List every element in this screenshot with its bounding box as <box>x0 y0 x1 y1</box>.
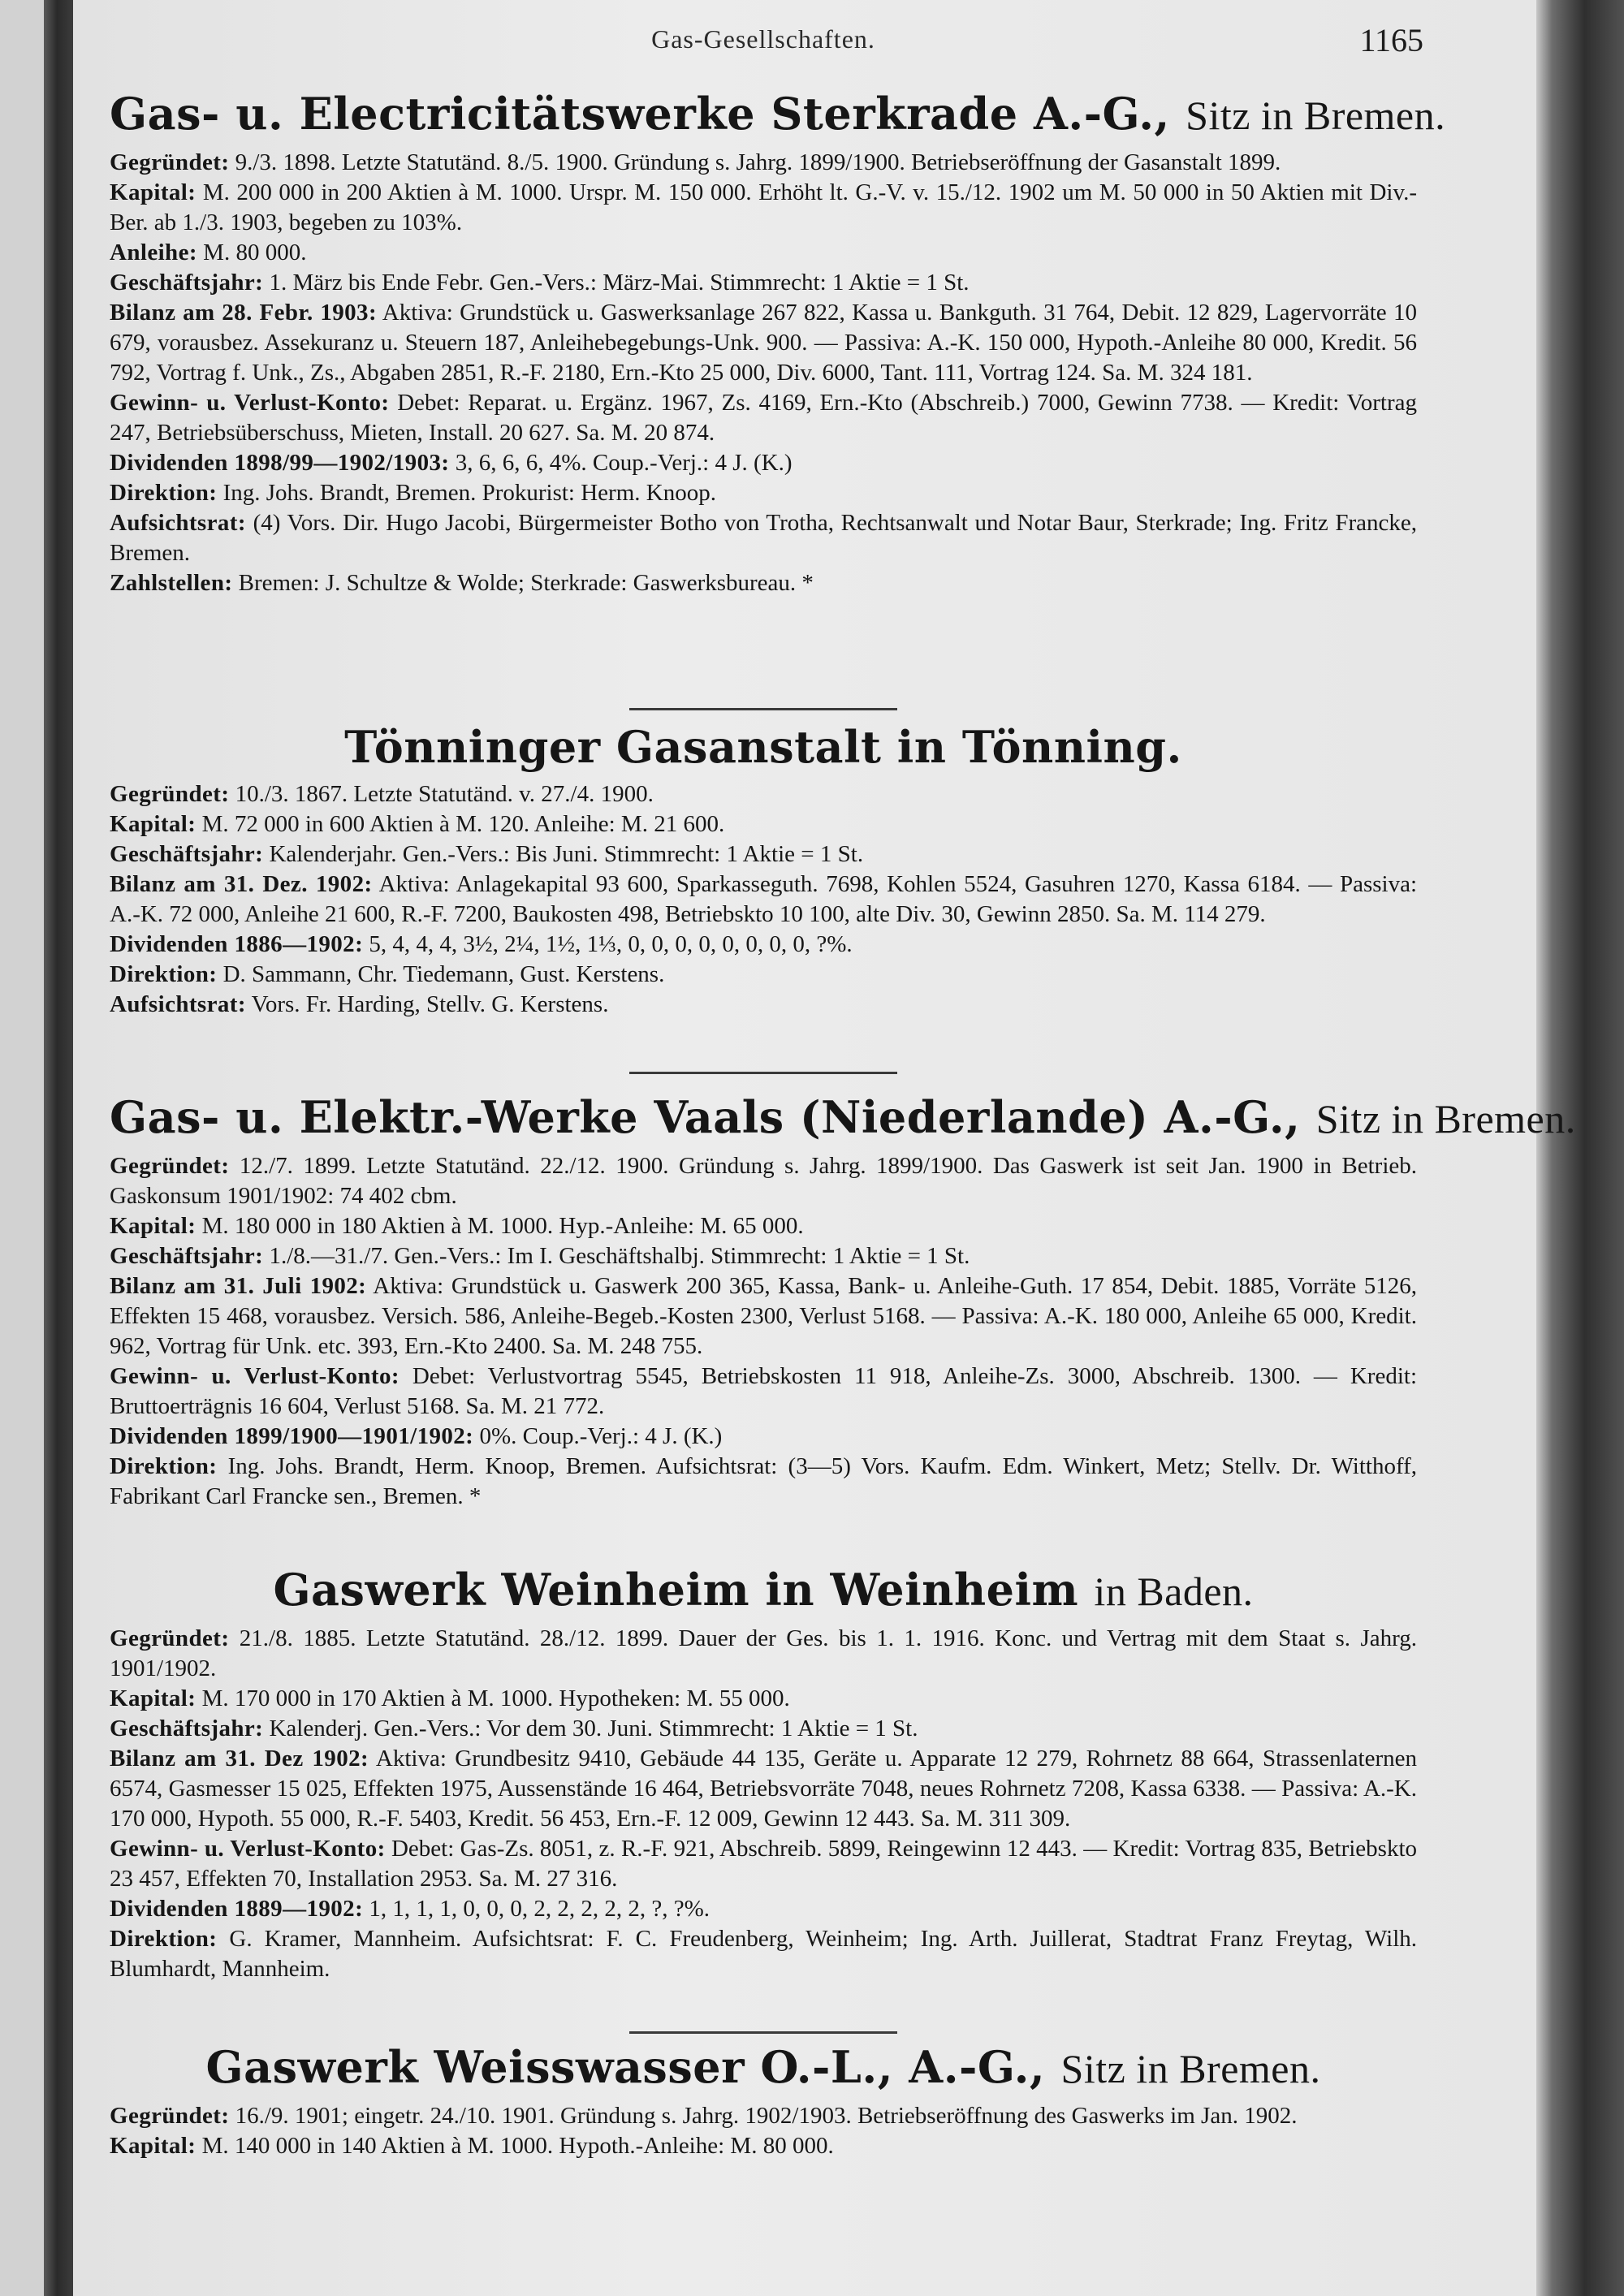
entry-line: Gewinn- u. Verlust-Konto: Debet: Reparat. u. Ergänz. 1967, Zs. 4169, Ern.-Kto (Abschreib.) 7000, Gewinn 7738. — Kredit: Vortrag 247, Betriebsüberschuss, Mieten, Install. 20 627. Sa. M. 20 874. <box>110 390 1418 446</box>
entry-line: Anleihe: M. 80 000. <box>110 240 307 265</box>
entry-line: Dividenden 1898/99—1902/1903: 3, 6, 6, 6, 4%. Coup.-Verj.: 4 J. (K.) <box>110 450 793 476</box>
firm-name: Gas- u. Electricitätswerke Sterkrade A.-G., <box>110 88 1170 140</box>
right-page-edge <box>1536 0 1624 2296</box>
firm-name: Gas- u. Elektr.-Werke Vaals (Niederlande) A.-G., <box>110 1091 1301 1143</box>
entry-line: Bilanz am 31. Dez 1902: Aktiva: Grundbesitz 9410, Gebäude 44 135, Geräte u. Apparate 12 279, Rohrnetz 88 664, Strassenlaternen 6574, Gasmesser 15 025, Effekten 1975, Aussenstände 16 464, Betriebsvorräte 7048, neues Rohrnetz 7208, Kassa 6338. — Passiva: A.-K. 170 000, Hypoth. 55 000, R.-F. 5403, Kredit. 56 453, Ern.-F. 12 009, Gewinn 12 443. Sa. M. 311 309. <box>110 1746 1417 1832</box>
entry-line: Geschäftsjahr: Kalenderj. Gen.-Vers.: Vor dem 30. Juni. Stimmrecht: 1 Aktie = 1 St. <box>110 1716 918 1741</box>
firm-heading <box>110 1091 1576 1145</box>
firm-seat: Sitz in Bremen. <box>1060 2046 1321 2091</box>
firm-name: Gaswerk Weinheim in Weinheim <box>273 1564 1079 1616</box>
entry-line: Aufsichtsrat: Vors. Fr. Harding, Stellv. G. Kerstens. <box>110 991 609 1017</box>
entry-line: Geschäftsjahr: Kalenderjahr. Gen.-Vers.: Bis Juni. Stimmrecht: 1 Aktie = 1 St. <box>110 841 864 867</box>
left-margin-scan <box>0 0 44 2296</box>
firm-heading <box>110 1564 1417 1617</box>
entry-line: Gegründet: 9./3. 1898. Letzte Statutänd. 8./5. 1900. Gründung s. Jahrg. 1899/1900. Betriebseröffnung der Gasanstalt 1899. <box>110 149 1281 175</box>
firm-name: Gaswerk Weisswasser O.-L., A.-G., <box>205 2041 1046 2093</box>
entry-line: Kapital: M. 72 000 in 600 Aktien à M. 120. Anleihe: M. 21 600. <box>110 811 725 837</box>
entry-line: Gegründet: 10./3. 1867. Letzte Statutänd. v. 27./4. 1900. <box>110 781 654 807</box>
section-rule <box>629 2031 897 2034</box>
entry-line: Kapital: M. 140 000 in 140 Aktien à M. 1000. Hypoth.-Anleihe: M. 80 000. <box>110 2133 834 2159</box>
entry-line: Geschäftsjahr: 1. März bis Ende Febr. Gen.-Vers.: März-Mai. Stimmrecht: 1 Aktie = 1 St. <box>110 270 970 296</box>
firm-seat: Sitz in Bremen. <box>1186 93 1446 138</box>
firm-entry-toenning <box>110 721 1417 1020</box>
running-head <box>110 21 1423 62</box>
firm-entry-sterkrade <box>110 88 1446 598</box>
entry-line: Direktion: G. Kramer, Mannheim. Aufsichtsrat: F. C. Freudenberg, Weinheim; Ing. Arth. Juillerat, Stadtrat Franz Freytag, Wilh. Blumhardt, Mannheim. <box>110 1926 1418 1982</box>
firm-seat: Sitz in Bremen. <box>1315 1096 1576 1142</box>
entry-line: Kapital: M. 170 000 in 170 Aktien à M. 1000. Hypotheken: M. 55 000. <box>110 1685 790 1711</box>
entry-line: Gegründet: 16./9. 1901; eingetr. 24./10. 1901. Gründung s. Jahrg. 1902/1903. Betriebseröffnung des Gaswerks im Jan. 1902. <box>110 2103 1298 2129</box>
section-rule <box>629 1072 897 1074</box>
section-rule <box>629 708 897 710</box>
running-title: Gas-Gesellschaften. <box>651 24 875 54</box>
entry-line: Dividenden 1886—1902: 5, 4, 4, 4, 3½, 2¼, 1½, 1⅓, 0, 0, 0, 0, 0, 0, 0, 0, ?%. <box>110 931 853 957</box>
entry-line: Zahlstellen: Bremen: J. Schultze & Wolde; Sterkrade: Gaswerksbureau. * <box>110 570 814 596</box>
entry-line: Aufsichtsrat: (4) Vors. Dir. Hugo Jacobi, Bürgermeister Botho von Trotha, Rechtsanwalt und Notar Baur, Sterkrade; Ing. Fritz Francke, Bremen. <box>110 510 1418 566</box>
entry-line: Direktion: D. Sammann, Chr. Tiedemann, Gust. Kerstens. <box>110 961 665 987</box>
firm-name: Tönninger Gasanstalt in Tönning. <box>344 721 1182 773</box>
entry-line: Direktion: Ing. Johs. Brandt, Herm. Knoop, Bremen. Aufsichtsrat: (3—5) Vors. Kaufm. Edm. Winkert, Metz; Stellv. Dr. Witthoff, Fabrikant Carl Francke sen., Bremen. * <box>110 1453 1418 1509</box>
entry-line: Kapital: M. 200 000 in 200 Aktien à M. 1000. Urspr. M. 150 000. Erhöht lt. G.-V. v. 15./12. 1902 um M. 50 000 in 50 Aktien mit Div.-Ber. ab 1./3. 1903, begeben zu 103%. <box>110 179 1417 235</box>
entry-line: Geschäftsjahr: 1./8.—31./7. Gen.-Vers.: Im I. Geschäftshalbj. Stimmrecht: 1 Aktie = 1 St. <box>110 1243 970 1269</box>
entry-line: Bilanz am 28. Febr. 1903: Aktiva: Grundstück u. Gaswerksanlage 267 822, Kassa u. Bankguth. 31 764, Debit. 12 829, Lagervorräte 10 679, vorausbez. Assekuranz u. Steuern 187, Anleihebegebungs-Unk. 900. — Passiva: A.-K. 150 000, Hypoth.-Anleihe 80 000, Kredit. 56 792, Vortrag f. Unk., Zs., Abgaben 2851, R.-F. 2180, Ern.-Kto 25 000, Div. 6000, Tant. 111, Vortrag 124. Sa. M. 324 181. <box>110 300 1417 386</box>
firm-seat: in Baden. <box>1094 1569 1254 1614</box>
entry-line: Kapital: M. 180 000 in 180 Aktien à M. 1000. Hyp.-Anleihe: M. 65 000. <box>110 1213 804 1239</box>
firm-entry-vaals <box>110 1091 1576 1512</box>
entry-line: Direktion: Ing. Johs. Brandt, Bremen. Prokurist: Herm. Knoop. <box>110 480 716 506</box>
binding-shadow <box>44 0 73 2296</box>
entry-line: Dividenden 1899/1900—1901/1902: 0%. Coup.-Verj.: 4 J. (K.) <box>110 1423 723 1449</box>
entry-line: Bilanz am 31. Juli 1902: Aktiva: Grundstück u. Gaswerk 200 365, Kassa, Bank- u. Anleihe-Guth. 17 854, Debit. 1885, Vorräte 5126, Effekten 15 468, vorausbez. Versich. 586, Anleihe-Begeb.-Kosten 2300, Verlust 5168. — Passiva: A.-K. 180 000, Anleihe 65 000, Kredit. 962, Vortrag für Unk. etc. 393, Ern.-Kto 2400. Sa. M. 248 755. <box>110 1273 1417 1359</box>
firm-heading <box>110 721 1417 773</box>
page-number: 1165 <box>1359 22 1423 58</box>
firm-heading <box>110 2041 1417 2095</box>
entry-line: Gegründet: 12./7. 1899. Letzte Statutänd. 22./12. 1900. Gründung s. Jahrg. 1899/1900. Das Gaswerk ist seit Jan. 1900 in Betrieb. Gaskonsum 1901/1902: 74 402 cbm. <box>110 1153 1418 1209</box>
entry-line: Dividenden 1889—1902: 1, 1, 1, 1, 0, 0, 0, 2, 2, 2, 2, 2, ?, ?%. <box>110 1896 710 1922</box>
firm-entry-weisswasser <box>110 2041 1417 2161</box>
entry-line: Gewinn- u. Verlust-Konto: Debet: Verlustvortrag 5545, Betriebskosten 11 918, Anleihe-Zs. 3000, Abschreib. 1300. — Kredit: Bruttoerträgnis 16 604, Verlust 5168. Sa. M. 21 772. <box>110 1363 1418 1419</box>
entry-line: Bilanz am 31. Dez. 1902: Aktiva: Anlagekapital 93 600, Sparkasseguth. 7698, Kohlen 5524, Gasuhren 1270, Kassa 6184. — Passiva: A.-K. 72 000, Anleihe 21 600, R.-F. 7200, Baukosten 498, Betriebskto 10 100, alte Div. 30, Gewinn 2850. Sa. M. 114 279. <box>110 871 1418 927</box>
entry-line: Gegründet: 21./8. 1885. Letzte Statutänd. 28./12. 1899. Dauer der Ges. bis 1. 1. 1916. Konc. und Vertrag mit dem Staat s. Jahrg. 1901/1902. <box>110 1625 1417 1681</box>
entry-line: Gewinn- u. Verlust-Konto: Debet: Gas-Zs. 8051, z. R.-F. 921, Abschreib. 5899, Reingewinn 12 443. — Kredit: Vortrag 835, Betriebskto 23 457, Effekten 70, Installation 2953. Sa. M. 27 316. <box>110 1836 1418 1892</box>
firm-entry-weinheim <box>110 1564 1417 1984</box>
firm-heading <box>110 88 1446 141</box>
